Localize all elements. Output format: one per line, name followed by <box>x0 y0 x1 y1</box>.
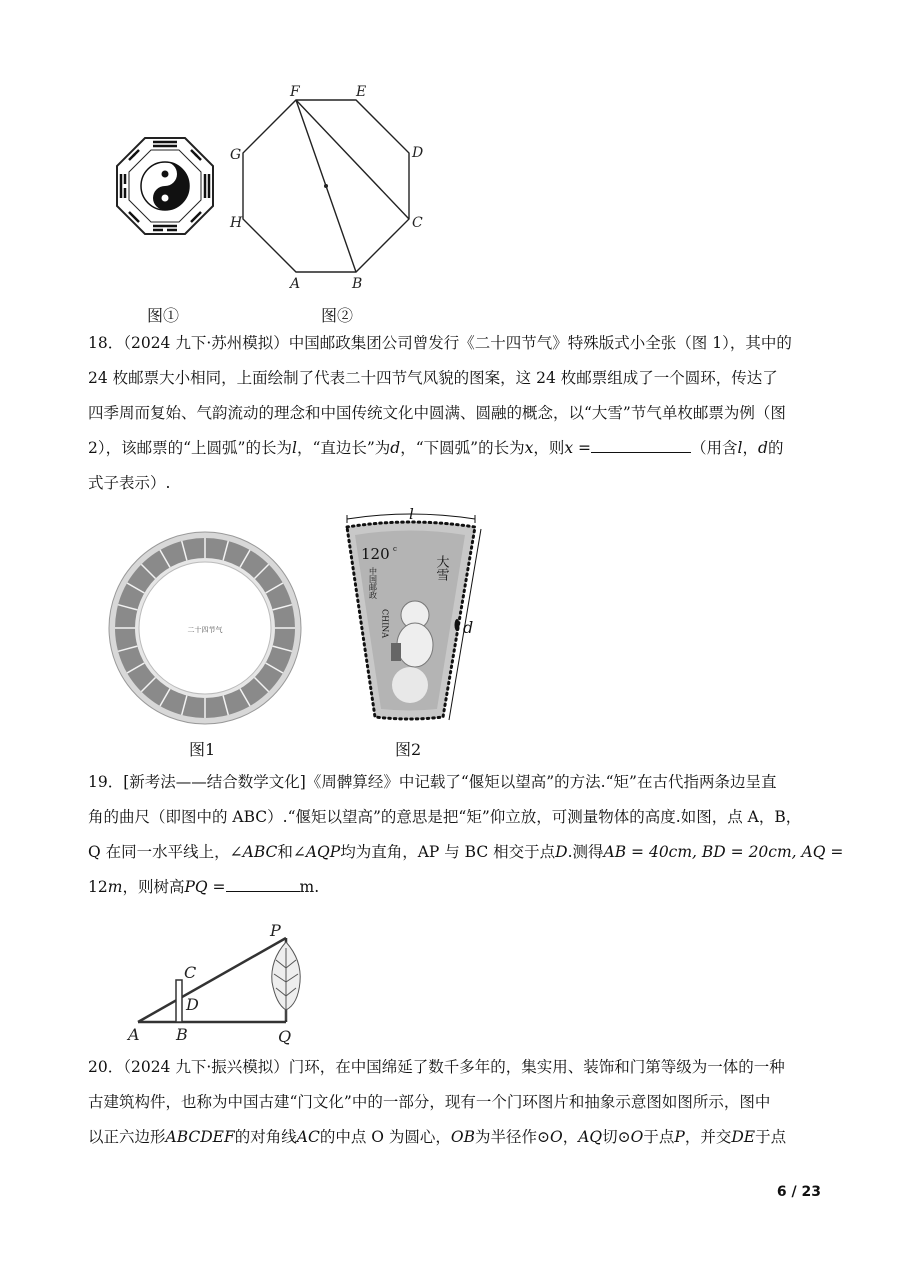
ring-center-text: 二十四节气 <box>187 626 223 634</box>
q18-line-5: 式子表示）. <box>88 474 171 492</box>
q18-line-4: 2），该邮票的“上圆弧”的长为l，“直边长”为d，“下圆弧”的长为x，则x = （用含l，d的 <box>88 439 784 457</box>
stamp-label-d: d <box>463 618 474 637</box>
caption-fig-1-top: 图① <box>147 306 180 325</box>
q18-line-3: 四季周而复始、气韵流动的理念和中国传统文化中圆满、圆融的概念，以“大雪”节气单枚邮票为例（图 <box>88 404 786 422</box>
q19-diagram <box>120 920 320 1045</box>
stamp-latin: CHINA <box>380 609 390 639</box>
label-D: D <box>186 995 199 1014</box>
label-B: B <box>352 276 363 292</box>
stamp-ring-image <box>105 528 305 728</box>
q18-line-1: 18．（2024 九下·苏州模拟）中国邮政集团公司曾发行《二十四节气》特殊版式小全张（图 1），其中的 <box>88 334 792 352</box>
label-G: G <box>230 147 242 163</box>
q19-line-4: 12m，则树高PQ = m. <box>88 878 320 896</box>
q19-answer-blank[interactable] <box>226 877 300 892</box>
q18-line-2: 24 枚邮票大小相同，上面绘制了代表二十四节气风貌的图案，这 24 枚邮票组成了一个圆环，传达了 <box>88 369 778 387</box>
label-F: F <box>290 84 300 100</box>
stamp-value-unit: c <box>393 545 397 553</box>
tree-icon <box>272 942 300 1020</box>
octagon-center-dot <box>324 184 328 188</box>
stamp-country: 中国邮政 <box>368 567 378 599</box>
stamp-value: 120 <box>361 545 390 563</box>
label-C: C <box>412 215 423 231</box>
q20-line-1: 20．（2024 九下·振兴模拟）门环，在中国绵延了数千多年的，集实用、装饰和门第等级为一体的一种 <box>88 1058 785 1076</box>
label-A: A <box>128 1025 140 1044</box>
stamp-title: 大雪 <box>433 555 449 581</box>
caption-fig1-ring: 图1 <box>189 740 216 759</box>
q18-answer-blank[interactable] <box>591 438 691 453</box>
top-figures <box>110 80 450 310</box>
q19-line-2: 角的曲尺（即图中的 ABC）.“偃矩以望高”的意思是把“矩”仰立放，可测量物体的高度.如图，点 A，B， <box>88 808 802 826</box>
page-number: 6 / 23 <box>776 1184 821 1200</box>
stamp-label-l: l <box>409 505 414 523</box>
label-H: H <box>230 215 243 231</box>
caption-fig-2-top: 图② <box>321 306 354 325</box>
label-A: A <box>290 276 301 292</box>
daxue-stamp-image <box>335 505 495 730</box>
caption-fig2-stamp: 图2 <box>395 740 422 759</box>
label-Q: Q <box>278 1027 292 1045</box>
label-D: D <box>412 145 424 161</box>
bagua-image <box>117 138 213 234</box>
label-E: E <box>356 84 367 100</box>
q20-line-3: 以正六边形ABCDEF的对角线AC的中点 O 为圆心，OB为半径作⊙O，AQ切⊙O于点P，并交DE于点 <box>88 1128 787 1146</box>
q20-line-2: 古建筑构件，也称为中国古建“门文化”中的一部分，现有一个门环图片和抽象示意图如图所示，图中 <box>88 1093 771 1111</box>
label-C: C <box>184 963 197 982</box>
label-B: B <box>176 1025 188 1044</box>
q19-line-3: Q 在同一水平线上，∠ABC和∠AQP均为直角，AP 与 BC 相交于点D.测得AB = 40cm, BD = 20cm, AQ = <box>88 843 844 861</box>
q19-line-1: 19．[新考法——结合数学文化]《周髀算经》中记载了“偃矩以望高”的方法.“矩”在古代指两条边呈直 <box>88 773 777 791</box>
label-P: P <box>270 921 281 940</box>
